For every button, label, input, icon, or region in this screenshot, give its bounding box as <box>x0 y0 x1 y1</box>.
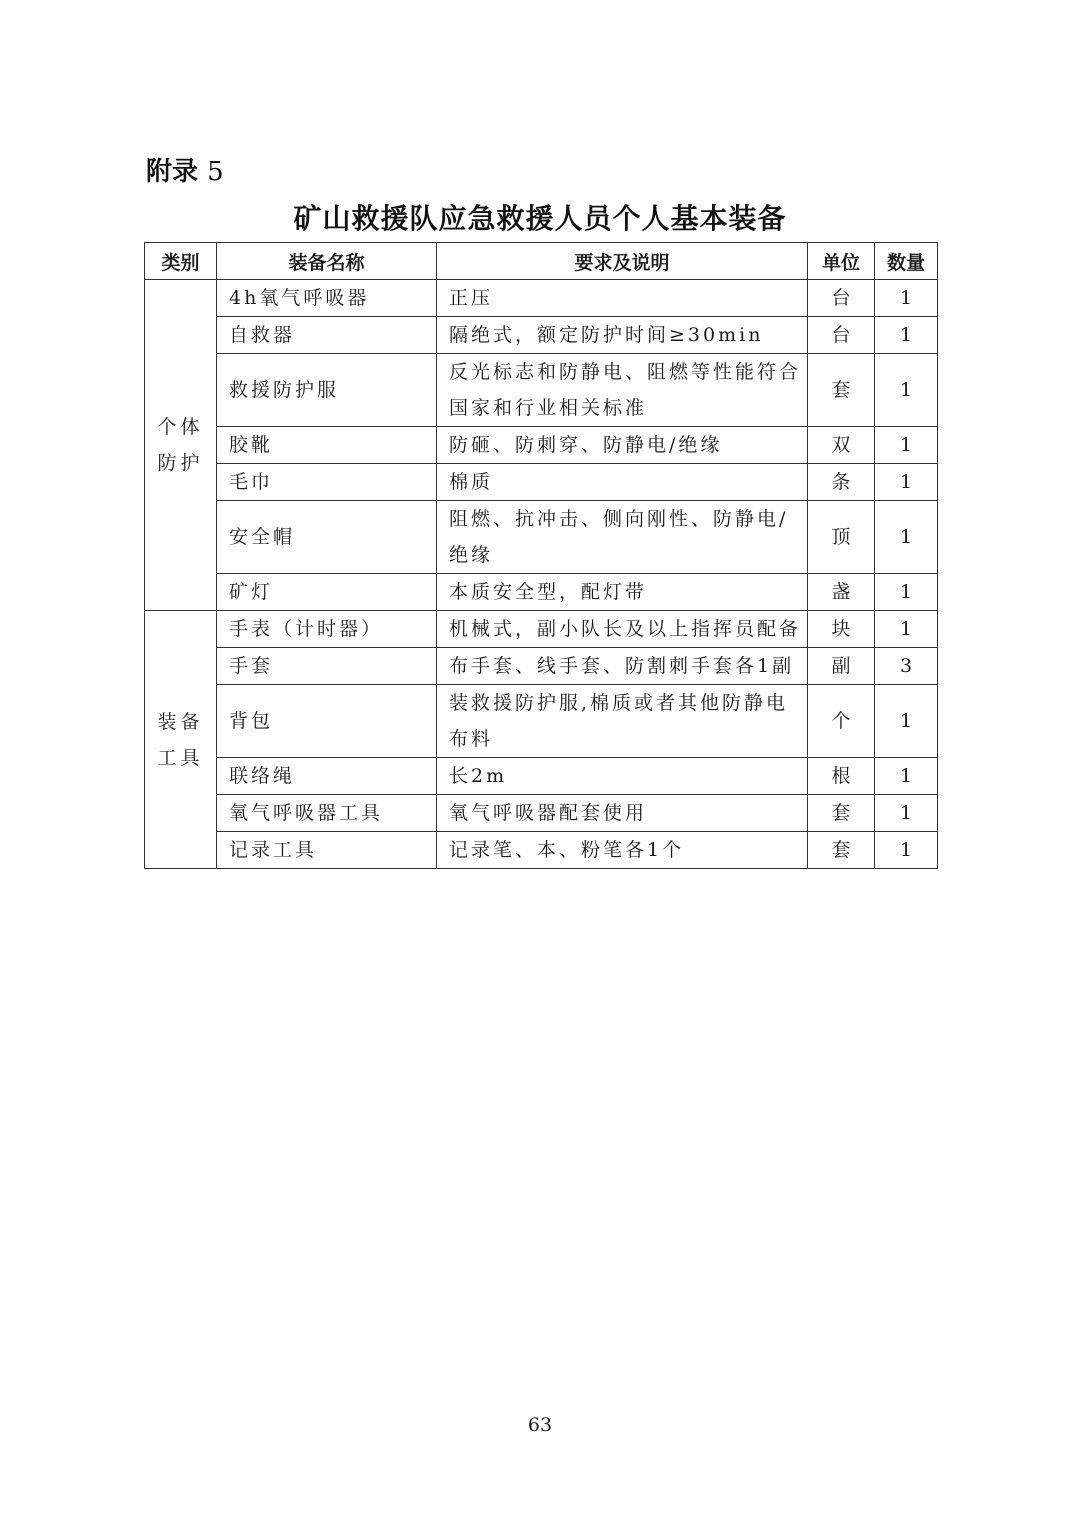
table-row <box>145 280 938 317</box>
equipment-name: 背包 <box>217 685 437 758</box>
category-line: 防护 <box>157 452 204 474</box>
table-row <box>145 795 938 832</box>
equipment-requirement: 机械式，副小队长及以上指挥员配备 <box>437 611 808 648</box>
header-quantity: 数量 <box>875 243 938 280</box>
equipment-quantity: 3 <box>875 648 938 685</box>
equipment-quantity: 1 <box>875 280 938 317</box>
header-requirement: 要求及说明 <box>437 243 808 280</box>
equipment-unit: 套 <box>808 832 875 869</box>
table-row <box>145 464 938 501</box>
equipment-name: 胶靴 <box>217 427 437 464</box>
table-row <box>145 611 938 648</box>
equipment-requirement: 隔绝式，额定防护时间≥30min <box>437 317 808 354</box>
equipment-requirement: 氧气呼吸器配套使用 <box>437 795 808 832</box>
equipment-quantity: 1 <box>875 758 938 795</box>
equipment-name: 救援防护服 <box>217 354 437 427</box>
category-line: 个体 <box>157 416 204 438</box>
page-number: 63 <box>527 1414 553 1436</box>
header-category: 类别 <box>145 243 217 280</box>
equipment-quantity: 1 <box>875 427 938 464</box>
equipment-quantity: 1 <box>875 574 938 611</box>
equipment-unit: 副 <box>808 648 875 685</box>
equipment-name: 矿灯 <box>217 574 437 611</box>
table-row <box>145 317 938 354</box>
equipment-unit: 双 <box>808 427 875 464</box>
equipment-unit: 根 <box>808 758 875 795</box>
equipment-quantity: 1 <box>875 685 938 758</box>
equipment-unit: 盏 <box>808 574 875 611</box>
equipment-quantity: 1 <box>875 501 938 574</box>
equipment-requirement: 正压 <box>437 280 808 317</box>
category-cell-tools <box>145 611 217 869</box>
equipment-unit: 台 <box>808 280 875 317</box>
appendix-text: 附录 <box>146 157 199 187</box>
equipment-quantity: 1 <box>875 317 938 354</box>
equipment-name: 4h氧气呼吸器 <box>217 280 437 317</box>
equipment-unit: 台 <box>808 317 875 354</box>
equipment-requirement: 记录笔、本、粉笔各1个 <box>437 832 808 869</box>
table-row <box>145 758 938 795</box>
equipment-name: 安全帽 <box>217 501 437 574</box>
equipment-requirement: 本质安全型，配灯带 <box>437 574 808 611</box>
category-cell-protection <box>145 280 217 611</box>
equipment-table <box>144 242 938 869</box>
equipment-name: 记录工具 <box>217 832 437 869</box>
appendix-number: 5 <box>207 157 224 187</box>
category-line: 装备 <box>157 710 204 733</box>
equipment-name: 自救器 <box>217 317 437 354</box>
category-line: 工具 <box>157 746 204 769</box>
appendix-label <box>146 152 224 192</box>
equipment-unit: 个 <box>808 685 875 758</box>
equipment-name: 手套 <box>217 648 437 685</box>
equipment-requirement: 反光标志和防静电、阻燃等性能符合国家和行业相关标准 <box>437 354 808 427</box>
equipment-unit: 条 <box>808 464 875 501</box>
equipment-unit: 套 <box>808 354 875 427</box>
table-header-row <box>145 243 938 280</box>
equipment-requirement: 装救援防护服,棉质或者其他防静电布料 <box>437 685 808 758</box>
equipment-quantity: 1 <box>875 354 938 427</box>
header-unit: 单位 <box>808 243 875 280</box>
equipment-unit: 套 <box>808 795 875 832</box>
equipment-unit: 块 <box>808 611 875 648</box>
equipment-requirement: 棉质 <box>437 464 808 501</box>
table-row <box>145 574 938 611</box>
table-row <box>145 354 938 427</box>
table-row <box>145 648 938 685</box>
equipment-name: 毛巾 <box>217 464 437 501</box>
equipment-requirement: 长2m <box>437 758 808 795</box>
equipment-quantity: 1 <box>875 795 938 832</box>
document-title: 矿山救援队应急救援人员个人基本装备 <box>293 202 787 235</box>
table-row <box>145 685 938 758</box>
header-name: 装备名称 <box>217 243 437 280</box>
equipment-requirement: 防砸、防刺穿、防静电/绝缘 <box>437 427 808 464</box>
equipment-requirement: 阻燃、抗冲击、侧向刚性、防静电/绝缘 <box>437 501 808 574</box>
equipment-quantity: 1 <box>875 464 938 501</box>
equipment-name: 手表（计时器） <box>217 611 437 648</box>
table-row <box>145 501 938 574</box>
table-row <box>145 832 938 869</box>
equipment-requirement: 布手套、线手套、防割刺手套各1副 <box>437 648 808 685</box>
equipment-name: 联络绳 <box>217 758 437 795</box>
table-row <box>145 427 938 464</box>
equipment-unit: 顶 <box>808 501 875 574</box>
equipment-quantity: 1 <box>875 832 938 869</box>
equipment-name: 氧气呼吸器工具 <box>217 795 437 832</box>
equipment-quantity: 1 <box>875 611 938 648</box>
